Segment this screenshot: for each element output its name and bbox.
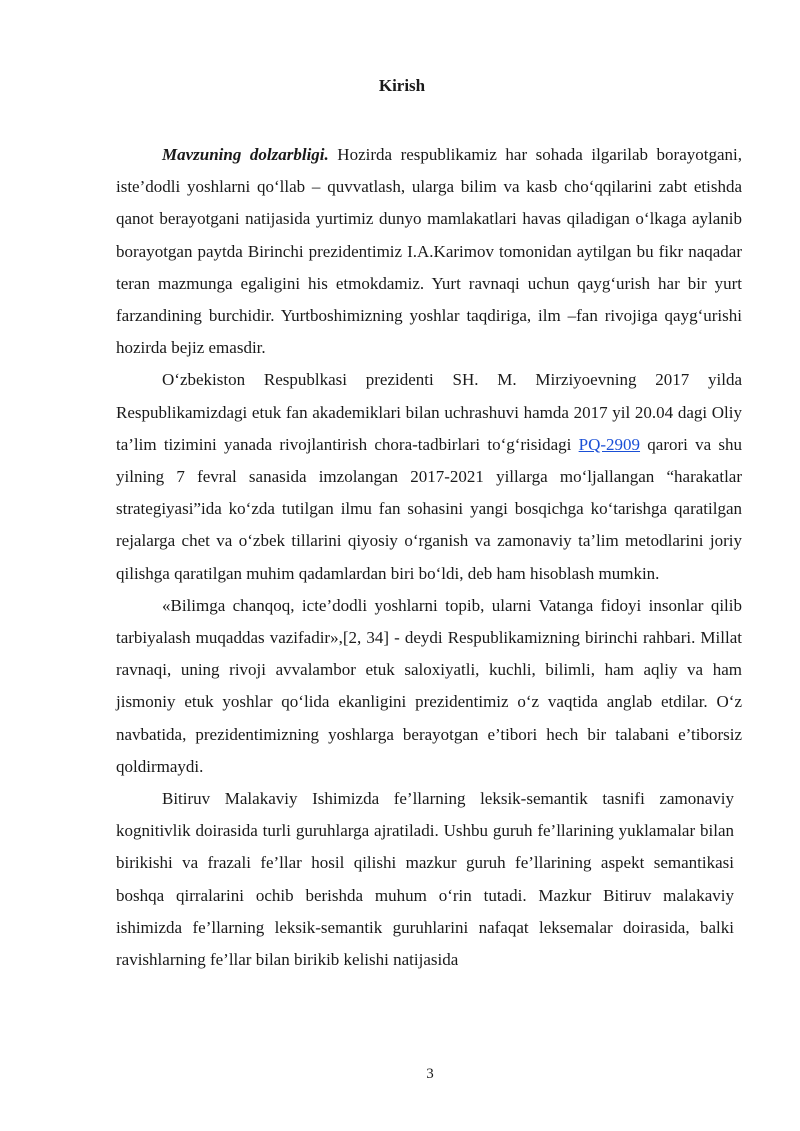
decree-link[interactable]: PQ-2909: [578, 434, 641, 454]
section-title: Kirish: [378, 76, 426, 95]
paragraph-text: O‘zbekiston Respublkasi prezidenti SH. M. Mirziyoevning 2017 yilda Respublikamizdagi etuk fan akademiklari bilan uchrashuvi hamda 2017 yil 20.04 dagi Oliy ta’lim tizimini yanada rivojlantirish chora-tadbirlari to‘g‘risidagi: [116, 370, 742, 454]
paragraph-lead: Mavzuning dolzarbligi.: [162, 145, 329, 164]
paragraph-thesis: Bitiruv Malakaviy Ishimizda fe’llarning leksik-semantik tasnifi zamonaviy kognitivlik doirasida turli guruhlarga ajratiladi. Ushbu guruh fe’llarining yuklamalar bilan birikishi va frazali fe’llar hosil qilishi mazkur guruh fe’llarining aspekt semantikasi boshqa qirralarini ochib berishda muhum o‘rin tutadi. Mazkur Bitiruv malakaviy ishimizda fe’llarning leksik-semantik guruhlarini nafaqat leksemalar doirasida, balki ravishlarning fe’llar bilan birikib kelishi natijasida: [116, 789, 734, 970]
paragraph-decree: [116, 364, 742, 589]
paragraph-relevance: [116, 139, 742, 364]
body-text: [116, 139, 742, 976]
paragraph-text: qarori va shu yilning 7 fevral sanasida imzolangan 2017-2021 yillarga mo‘ljallangan “harakatlar strategiyasi”ida ko‘zda tutilgan ilmu fan sohasini yangi bosqichga ko‘tarishga qaratilgan rejalarga chet va o‘zbek tillarini qiyosiy o‘rganish va zamonaviy ta’lim metodlarini joriy qilishga qaratilgan muhim qadamlardan biri bo‘ldi, deb ham hisoblash mumkin.: [116, 434, 742, 583]
paragraph-quote: «Bilimga chanqoq, icte’dodli yoshlarni topib, ularni Vatanga fidoyi insonlar qilib tarbiyalash muqaddas vazifadir»,[2, 34] - deydi Respublikamizning birinchi rahbari. Millat ravnaqi, uning rivoji avvalambor etuk saloxiyatli, kuchli, bilimli, ham aqliy va ham jismoniy etuk yoshlar qo‘lida ekanligini prezidentimiz o‘z vaqtida anglab etdilar. O‘z navbatida, prezidentimizning yoshlarga berayotgan e’tibori hech bir talabani e’tiborsiz qoldirmaydi.: [116, 595, 742, 776]
paragraph-text: Hozirda respublikamiz har sohada ilgarilab borayotgani, iste’dodli yoshlarni qo‘llab – quvvatlash, ularga bilim va kasb cho‘qqilarini zabt etishda qanot berayotgani natijasida yurtimiz dunyo mamlakatlari havas qiladigan o‘lkaga aylanib borayotgan paytda Birinchi prezidentimiz I.A.Karimov tomonidan aytilgan bu fikr naqadar teran mazmunga egaligini his etmokdamiz. Yurt ravnaqi uchun qayg‘urish har bir yurt farzandining burchidir. Yurtboshimizning yoshlar taqdiriga, ilm –fan rivojiga qayg‘urishi hozirda bejiz emasdir.: [116, 145, 742, 358]
page-number: 3: [426, 1066, 434, 1082]
